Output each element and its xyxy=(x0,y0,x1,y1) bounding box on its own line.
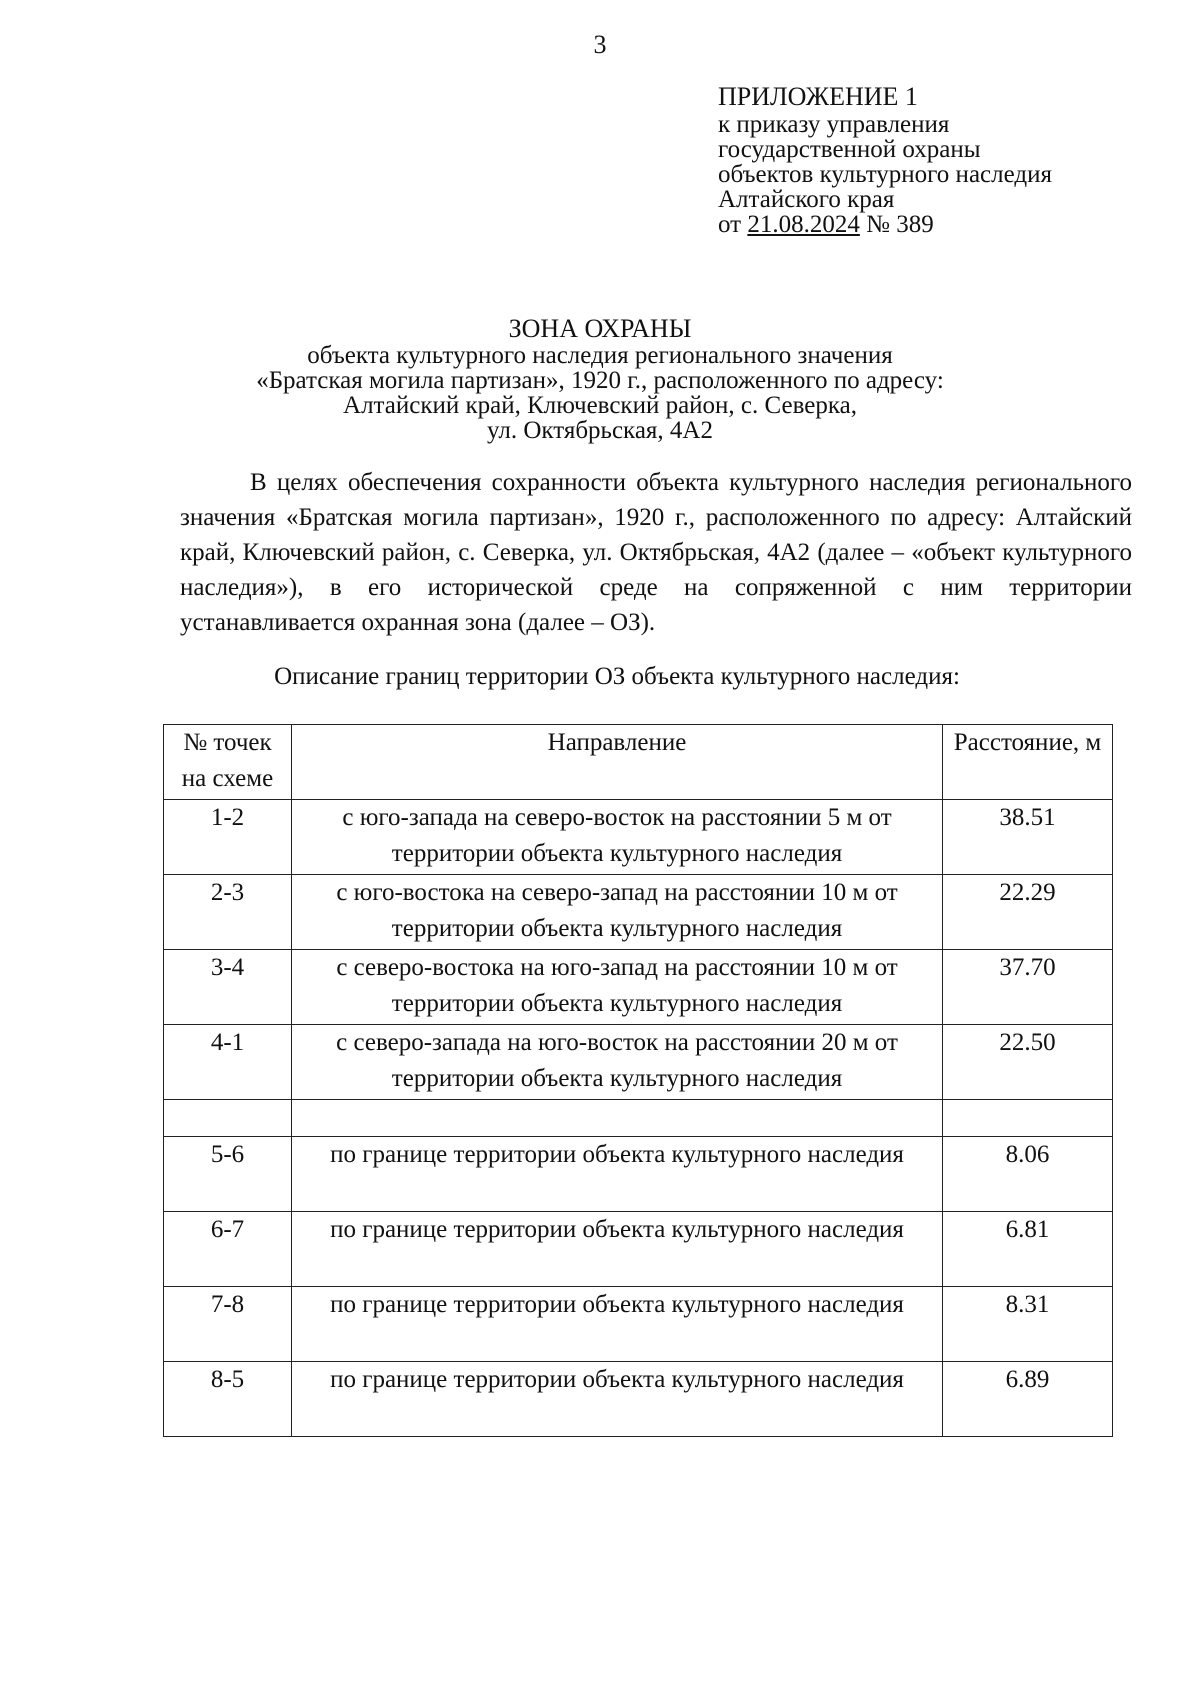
table-row xyxy=(164,1362,1113,1437)
table-row xyxy=(164,950,1113,1025)
cell-distance xyxy=(943,1100,1113,1137)
boundary-table xyxy=(163,724,1113,1437)
cell-points: 8-5 xyxy=(164,1362,292,1437)
title-heading: ЗОНА ОХРАНЫ xyxy=(508,314,692,343)
appendix-line: объектов культурного наследия xyxy=(718,161,1052,188)
cell-direction: по границе территории объекта культурного наследия xyxy=(292,1362,943,1437)
cell-distance: 22.29 xyxy=(943,875,1113,950)
table-caption: Описание границ территории ОЗ объекта культурного наследия: xyxy=(274,663,960,690)
appendix-date: 21.08.2024 xyxy=(747,211,860,238)
cell-direction: с северо-востока на юго-запад на расстоянии 10 м от территории объекта культурного наследия xyxy=(292,950,943,1025)
table-row xyxy=(164,1287,1113,1362)
intro-paragraph: В целях обеспечения сохранности объекта культурного наследия регионального значения «Братская могила партизан», 1920 г., расположенного по адресу: Алтайский край, Ключевский район, с. Северка, ул. Октябрьская, 4А2 (далее – «объект культурного наследия»), в его исторической среде на сопряженной с ним территории устанавливается охранная зона (далее – ОЗ). xyxy=(180,469,1132,636)
cell-distance: 8.31 xyxy=(943,1287,1113,1362)
table-row xyxy=(164,875,1113,950)
page-number: 3 xyxy=(593,30,607,59)
header-distance: Расстояние, м xyxy=(943,725,1113,800)
cell-points: 3-4 xyxy=(164,950,292,1025)
cell-direction: по границе территории объекта культурного наследия xyxy=(292,1212,943,1287)
cell-points: 7-8 xyxy=(164,1287,292,1362)
cell-points xyxy=(164,1100,292,1137)
cell-points: 5-6 xyxy=(164,1137,292,1212)
cell-distance: 22.50 xyxy=(943,1025,1113,1100)
appendix-line: государственной охраны xyxy=(718,136,981,163)
cell-direction: с юго-запада на северо-восток на расстоянии 5 м от территории объекта культурного наследия xyxy=(292,800,943,875)
appendix-line: Алтайского края xyxy=(718,186,895,213)
title-line: объекта культурного наследия регионального значения xyxy=(307,342,893,369)
header-direction: Направление xyxy=(292,725,943,800)
cell-distance: 6.81 xyxy=(943,1212,1113,1287)
cell-points: 2-3 xyxy=(164,875,292,950)
appendix-block xyxy=(718,84,1052,237)
cell-distance: 6.89 xyxy=(943,1362,1113,1437)
cell-points: 4-1 xyxy=(164,1025,292,1100)
document-title xyxy=(0,316,1200,443)
table-row xyxy=(164,1137,1113,1212)
header-points: № точек на схеме xyxy=(164,725,292,800)
table-header-row xyxy=(164,725,1113,800)
cell-distance: 37.70 xyxy=(943,950,1113,1025)
title-line: ул. Октябрьская, 4А2 xyxy=(487,417,713,444)
cell-distance: 38.51 xyxy=(943,800,1113,875)
cell-points: 6-7 xyxy=(164,1212,292,1287)
appendix-date-line xyxy=(718,212,1052,237)
appendix-heading: ПРИЛОЖЕНИЕ 1 xyxy=(718,82,918,111)
title-line: «Братская могила партизан», 1920 г., расположенного по адресу: xyxy=(256,367,944,394)
table-row xyxy=(164,800,1113,875)
cell-direction: с юго-востока на северо-запад на расстоянии 10 м от территории объекта культурного наследия xyxy=(292,875,943,950)
appendix-line: к приказу управления xyxy=(718,111,950,138)
cell-direction: с северо-запада на юго-восток на расстоянии 20 м от территории объекта культурного наследия xyxy=(292,1025,943,1100)
cell-distance: 8.06 xyxy=(943,1137,1113,1212)
appendix-number: № 389 xyxy=(866,211,934,238)
cell-direction: по границе территории объекта культурного наследия xyxy=(292,1137,943,1212)
cell-points: 1-2 xyxy=(164,800,292,875)
cell-direction: по границе территории объекта культурного наследия xyxy=(292,1287,943,1362)
table-row-empty xyxy=(164,1100,1113,1137)
title-line: Алтайский край, Ключевский район, с. Северка, xyxy=(343,392,857,419)
table-row xyxy=(164,1212,1113,1287)
table-row xyxy=(164,1025,1113,1100)
cell-direction xyxy=(292,1100,943,1137)
appendix-date-prefix: от xyxy=(718,211,742,238)
